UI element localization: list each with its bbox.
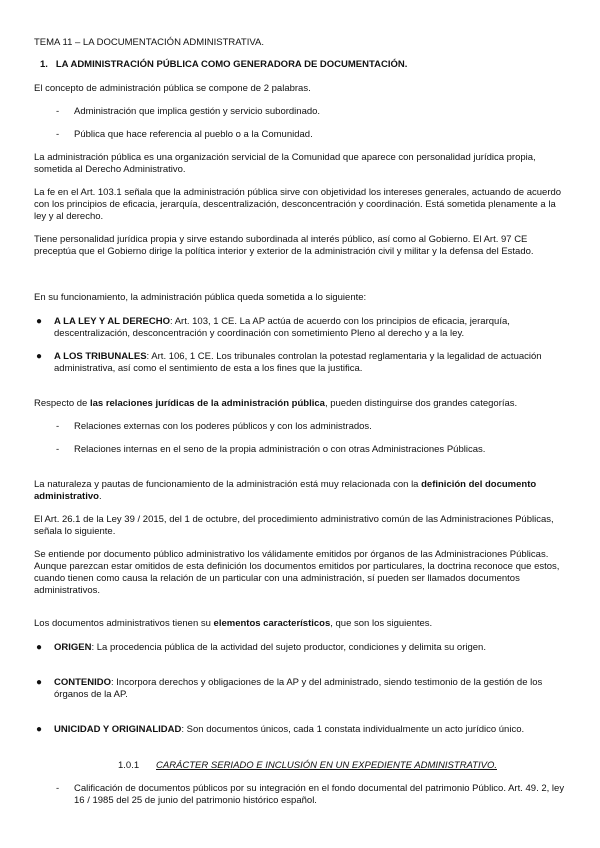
bullet-label: ORIGEN bbox=[54, 642, 92, 653]
section-heading bbox=[40, 59, 572, 71]
dash-item-text: Relaciones externas con los poderes públicos y con los administrados. bbox=[74, 421, 372, 432]
text-run: Respecto de bbox=[34, 398, 90, 409]
dash-item: - Pública que hace referencia al pueblo o a la Comunidad. bbox=[56, 129, 313, 140]
bullet-label: A LOS TRIBUNALES bbox=[54, 351, 147, 362]
bullet-text: : Art. 106, 1 CE. Los tribunales controlan la potestad reglamentaria y la legalidad de actuación administrativa, así como el sentimiento de esta a los fines que la justifica. bbox=[54, 351, 542, 374]
section-number: 1. bbox=[40, 59, 48, 70]
paragraph bbox=[34, 479, 566, 503]
subsection-heading bbox=[118, 760, 558, 772]
bullet-icon: ● bbox=[36, 677, 43, 688]
bullet-label: UNICIDAD Y ORIGINALIDAD bbox=[54, 724, 182, 735]
document-title: TEMA 11 – LA DOCUMENTACIÓN ADMINISTRATIVA. bbox=[34, 37, 264, 48]
bullet-icon: ● bbox=[36, 316, 43, 327]
bold-run: las relaciones jurídicas de la administración pública bbox=[89, 398, 325, 409]
text-run: , que son los siguientes. bbox=[330, 618, 433, 629]
bullet-icon: ● bbox=[36, 724, 43, 735]
paragraph bbox=[34, 398, 566, 410]
dash-item: - Administración que implica gestión y servicio subordinado. bbox=[56, 106, 321, 117]
bullet-item bbox=[36, 316, 566, 340]
bullet-icon: ● bbox=[36, 351, 43, 362]
paragraph: Tiene personalidad jurídica propia y sirve estando subordinada al interés público, así como al Gobierno. El Art. 97 CE preceptúa que el Gobierno dirige la política interior y exterior de la administración civil y militar y la defensa del Estado. bbox=[34, 234, 534, 257]
dash-item-text: Relaciones internas en el seno de la propia administración o con otras Administraciones Públicas. bbox=[74, 444, 486, 455]
subsection-title: CARÁCTER SERIADO E INCLUSIÓN EN UN EXPEDIENTE ADMINISTRATIVO. bbox=[156, 760, 497, 771]
bullet-label: A LA LEY Y AL DERECHO bbox=[54, 316, 170, 327]
bullet-label: CONTENIDO bbox=[54, 677, 111, 688]
text-run: La naturaleza y pautas de funcionamiento de la administración está muy relacionada con la bbox=[34, 479, 422, 490]
bold-run: elementos característicos bbox=[213, 618, 331, 629]
bullet-text: : La procedencia pública de la actividad del sujeto productor, condiciones y delimita su origen. bbox=[91, 642, 486, 653]
paragraph: La administración pública es una organización servicial de la Comunidad que aparece con personalidad jurídica propia, sometida al Derecho Administrativo. bbox=[34, 152, 536, 175]
bullet-text: : Son documentos únicos, cada 1 constata individualmente un acto jurídico único. bbox=[181, 724, 525, 735]
dash-item-text: Administración que implica gestión y servicio subordinado. bbox=[74, 106, 321, 117]
dash-item-text: Pública que hace referencia al pueblo o a la Comunidad. bbox=[74, 129, 313, 140]
dash-item: - Relaciones internas en el seno de la propia administración o con otras Administraciones Públicas. bbox=[56, 444, 486, 455]
dash-item: - Relaciones externas con los poderes públicos y con los administrados. bbox=[56, 421, 372, 432]
bullet-item bbox=[36, 677, 566, 701]
bold-run: definición del documento administrativo bbox=[34, 479, 537, 502]
dash-item-text: Calificación de documentos públicos por su integración en el fondo documental del patrimonio Público. Art. 49. 2, ley 16 / 1985 del 25 de junio del patrimonio histórico español. bbox=[74, 783, 565, 806]
paragraph: En su funcionamiento, la administración pública queda sometida a lo siguiente: bbox=[34, 292, 367, 303]
bullet-text: : Incorpora derechos y obligaciones de la AP y del administrado, siendo testimonio de la gestión de los órganos de la AP. bbox=[54, 677, 543, 700]
bullet-item bbox=[36, 351, 566, 375]
text-run: Los documentos administrativos tienen su bbox=[34, 618, 214, 629]
bullet-item bbox=[36, 724, 566, 736]
dash-item: - Calificación de documentos públicos por su integración en el fondo documental del patrimonio Público. Art. 49. 2, ley 16 / 1985 del 25 de junio del patrimonio histórico español. bbox=[56, 783, 565, 806]
bullet-icon: ● bbox=[36, 642, 43, 653]
paragraph: El concepto de administración pública se compone de 2 palabras. bbox=[34, 83, 311, 94]
paragraph: El Art. 26.1 de la Ley 39 / 2015, del 1 de octubre, del procedimiento administrativo común de las Administraciones Públicas, señala lo siguiente. bbox=[34, 514, 554, 537]
paragraph bbox=[34, 618, 566, 630]
paragraph: La fe en el Art. 103.1 señala que la administración pública sirve con objetividad los intereses generales, actuando de acuerdo con los principios de eficacia, jerarquía, descentralización, desconcentración y coordinación. Está sometida plenamente a la ley y al derecho. bbox=[34, 187, 562, 222]
text-run: . bbox=[98, 491, 102, 502]
bullet-text: : Art. 103, 1 CE. La AP actúa de acuerdo con los principios de eficacia, jerarquía, descentralización, desconcentración y coordinación con sometimiento Pleno al derecho y a la ley. bbox=[54, 316, 510, 339]
subsection-number: 1.0.1 bbox=[118, 760, 140, 771]
paragraph: Se entiende por documento público administrativo los válidamente emitidos por órganos de las Administraciones Públicas. Aunque parezcan estar omitidos de esta definición los documentos emitidos por particulares, la doctrina reconoce que estos, cuando tienen como causa la relación de un particular con una administración, sí pueden ser llamados documentos administrativos. bbox=[34, 549, 560, 596]
bullet-item bbox=[36, 642, 566, 654]
section-title: LA ADMINISTRACIÓN PÚBLICA COMO GENERADORA DE DOCUMENTACIÓN. bbox=[55, 59, 408, 70]
text-run: , pueden distinguirse dos grandes categorías. bbox=[324, 398, 518, 409]
